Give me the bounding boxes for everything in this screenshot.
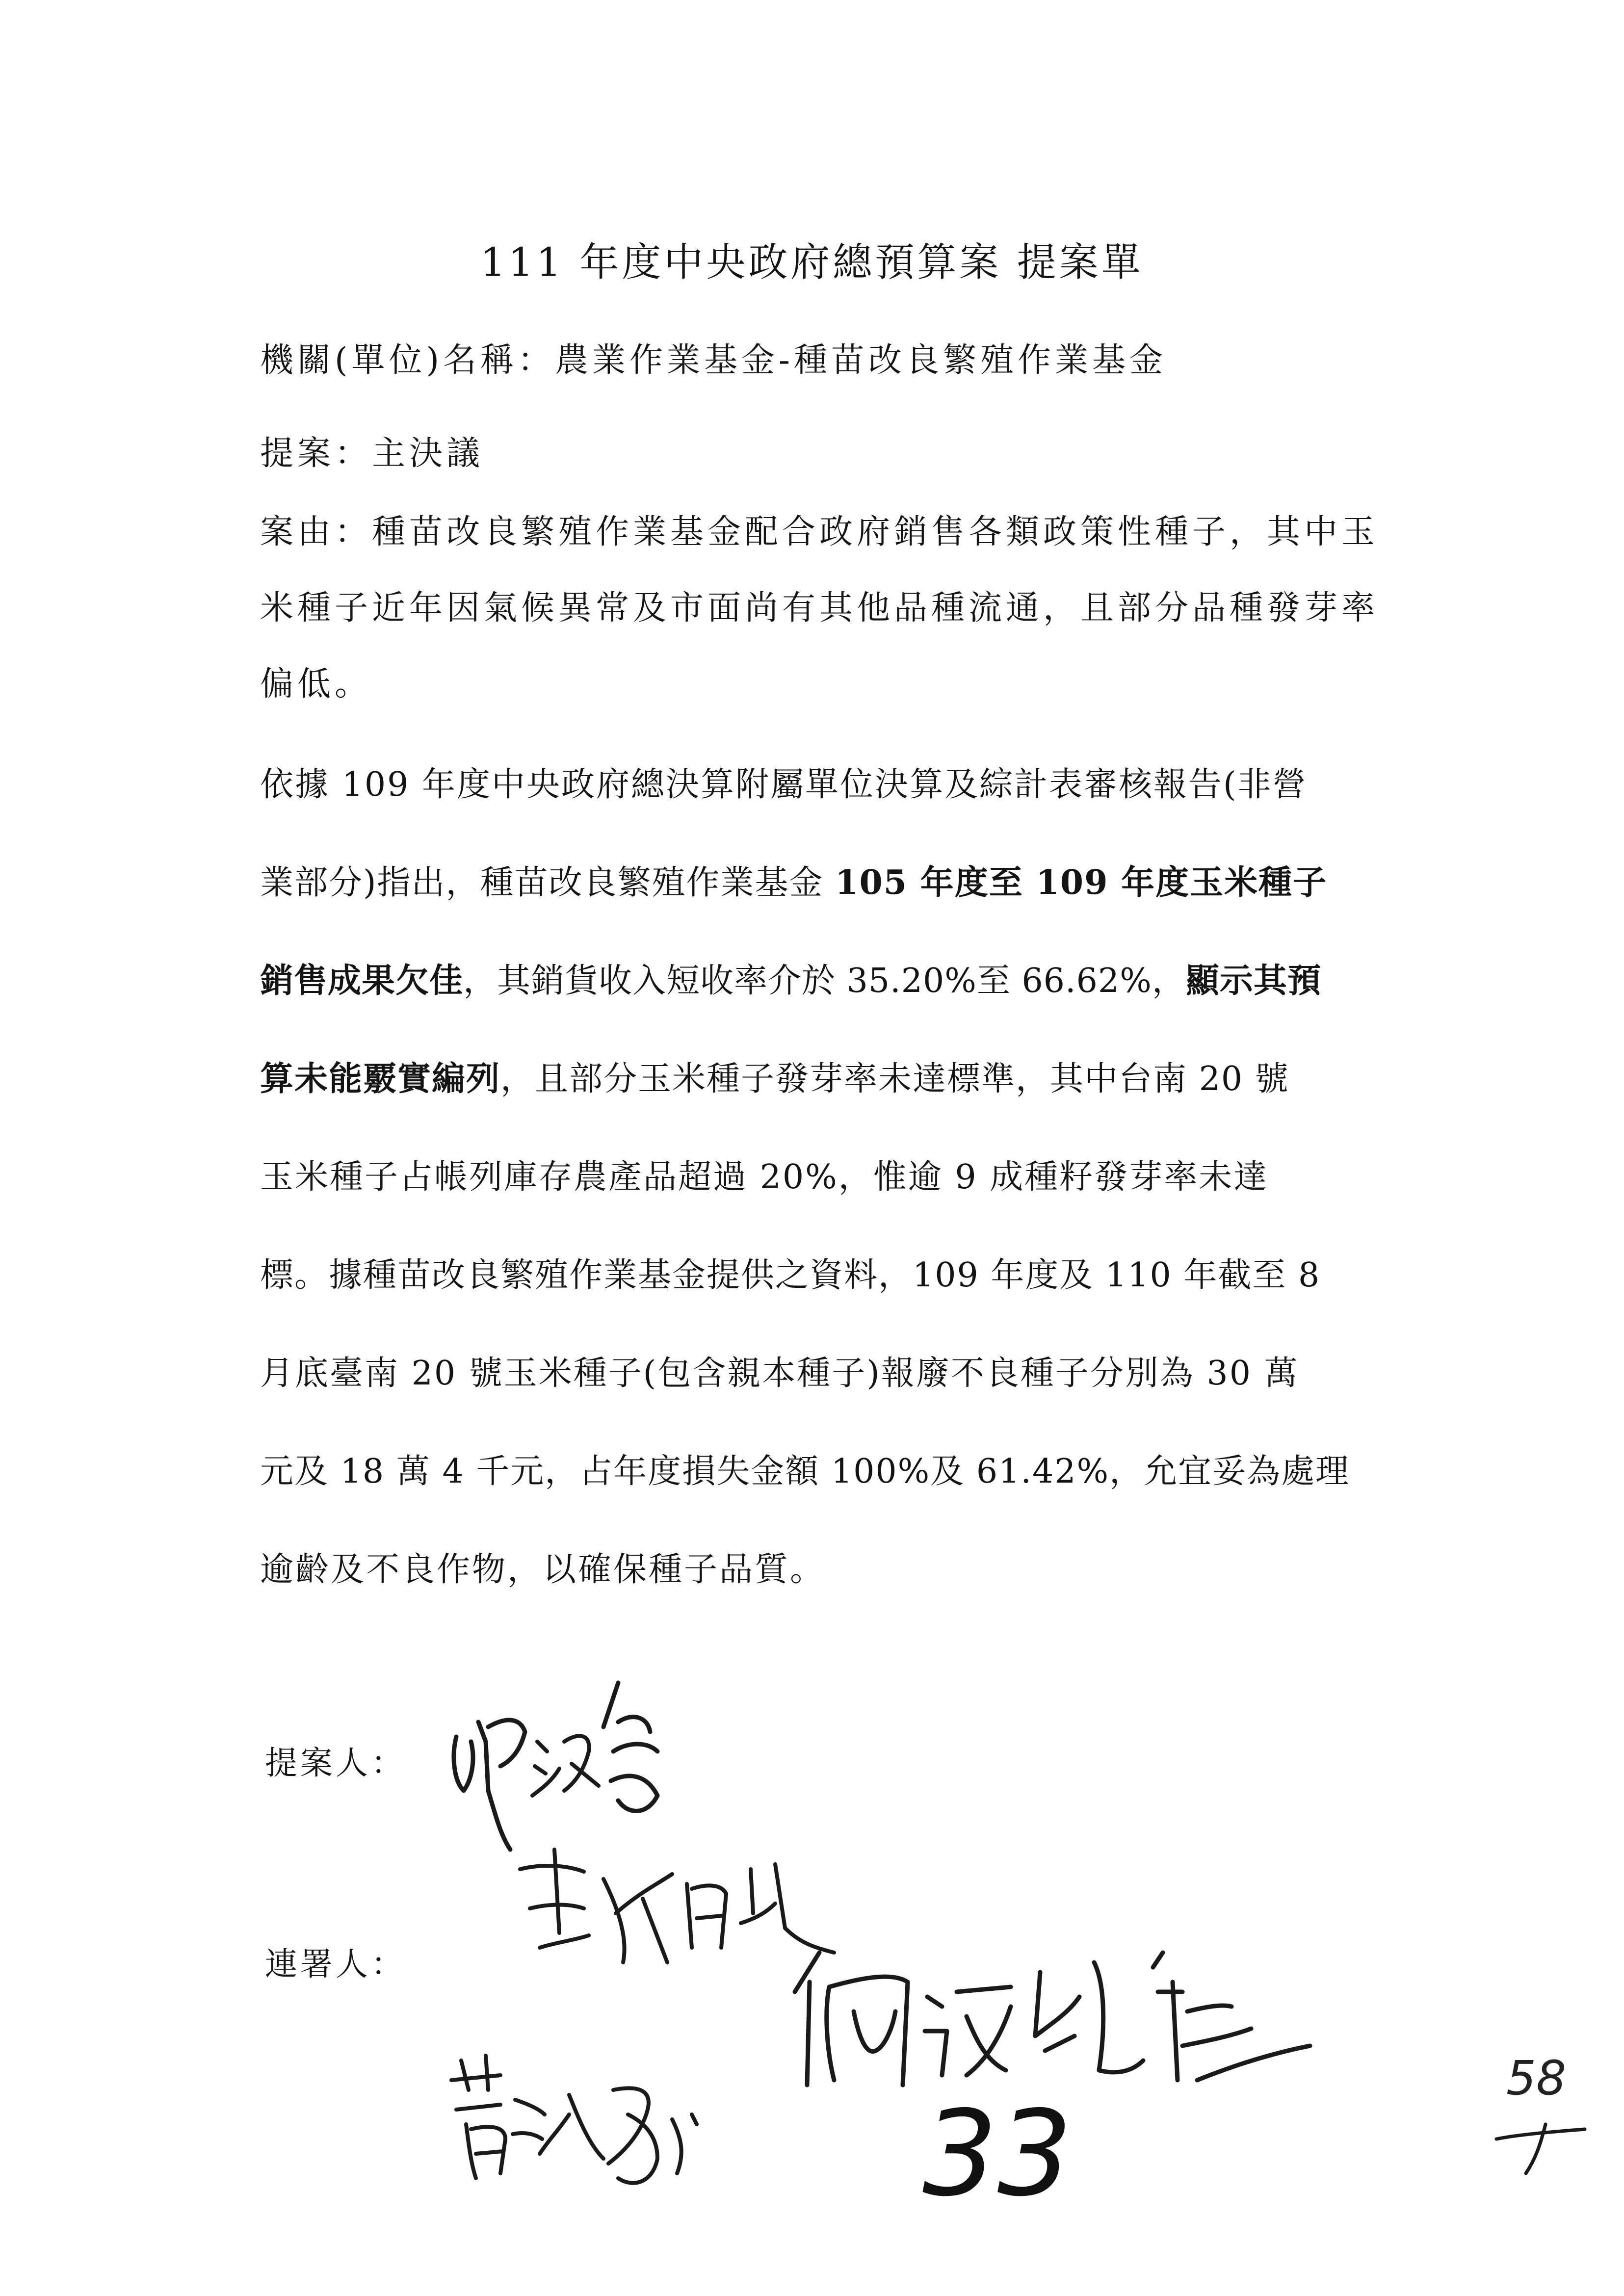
proposer-signature <box>442 1668 677 1854</box>
cosigner-label: 連署人： <box>265 1945 406 1983</box>
body-line-2 <box>260 856 1327 904</box>
body-line-1: 依據 109 年度中央政府總決算附屬單位決算及綜計表審核報告(非營 <box>260 765 1308 804</box>
body-line-9: 逾齡及不良作物，以確保種子品質。 <box>260 1550 826 1589</box>
reason-line-3: 偏低。 <box>260 665 372 704</box>
body-line-8: 元及 18 萬 4 千元，占年度損失金額 100%及 61.42%，允宜妥為處理 <box>260 1452 1350 1491</box>
body-line-6: 標。據種苗改良繁殖作業基金提供之資料，109 年度及 110 年截至 8 <box>260 1256 1321 1295</box>
body-line-4-emphasis: 算未能覈實編列 <box>260 1059 501 1098</box>
body-line-2-text: 業部分)指出，種苗改良繁殖作業基金 <box>260 863 836 902</box>
body-line-3-text: ，其銷貨收入短收率介於 35.20%至 66.62%， <box>463 962 1186 1000</box>
document-title: 111 年度中央政府總預算案 提案單 <box>480 239 1144 285</box>
reason-line-1: 案由：種苗改良繁殖作業基金配合政府銷售各類政策性種子，其中玉 <box>260 513 1379 551</box>
agency-line: 機關(單位)名稱：農業作業基金-種苗改良繁殖作業基金 <box>260 341 1167 380</box>
body-line-3 <box>260 954 1321 1002</box>
body-line-4 <box>260 1052 1289 1100</box>
body-line-7: 月底臺南 20 號玉米種子(包含親本種子)報廢不良種子分別為 30 萬 <box>260 1354 1299 1393</box>
body-line-4-text: ，且部分玉米種子發芽率未達標準，其中台南 20 號 <box>500 1060 1289 1098</box>
proposer-label: 提案人： <box>265 1744 406 1782</box>
page-mark-dash <box>1492 2119 1590 2178</box>
body-line-3-emphasis-a: 銷售成果欠佳 <box>260 961 464 1000</box>
body-line-3-emphasis-b: 顯示其預 <box>1185 961 1321 1000</box>
cosigner-signature-3 <box>442 2041 716 2198</box>
proposal-line: 提案：主決議 <box>260 434 484 473</box>
handwritten-page-number: 33 <box>922 2085 1073 2222</box>
body-line-2-emphasis: 105 年度至 109 年度玉米種子 <box>835 863 1328 902</box>
body-line-5: 玉米種子占帳列庫存農產品超過 20%，惟逾 9 成種籽發芽率未達 <box>260 1158 1269 1197</box>
page-mark: 58 <box>1506 2051 1567 2106</box>
reason-line-2: 米種子近年因氣候異常及市面尚有其他品種流通，且部分品種發芽率 <box>260 589 1379 627</box>
